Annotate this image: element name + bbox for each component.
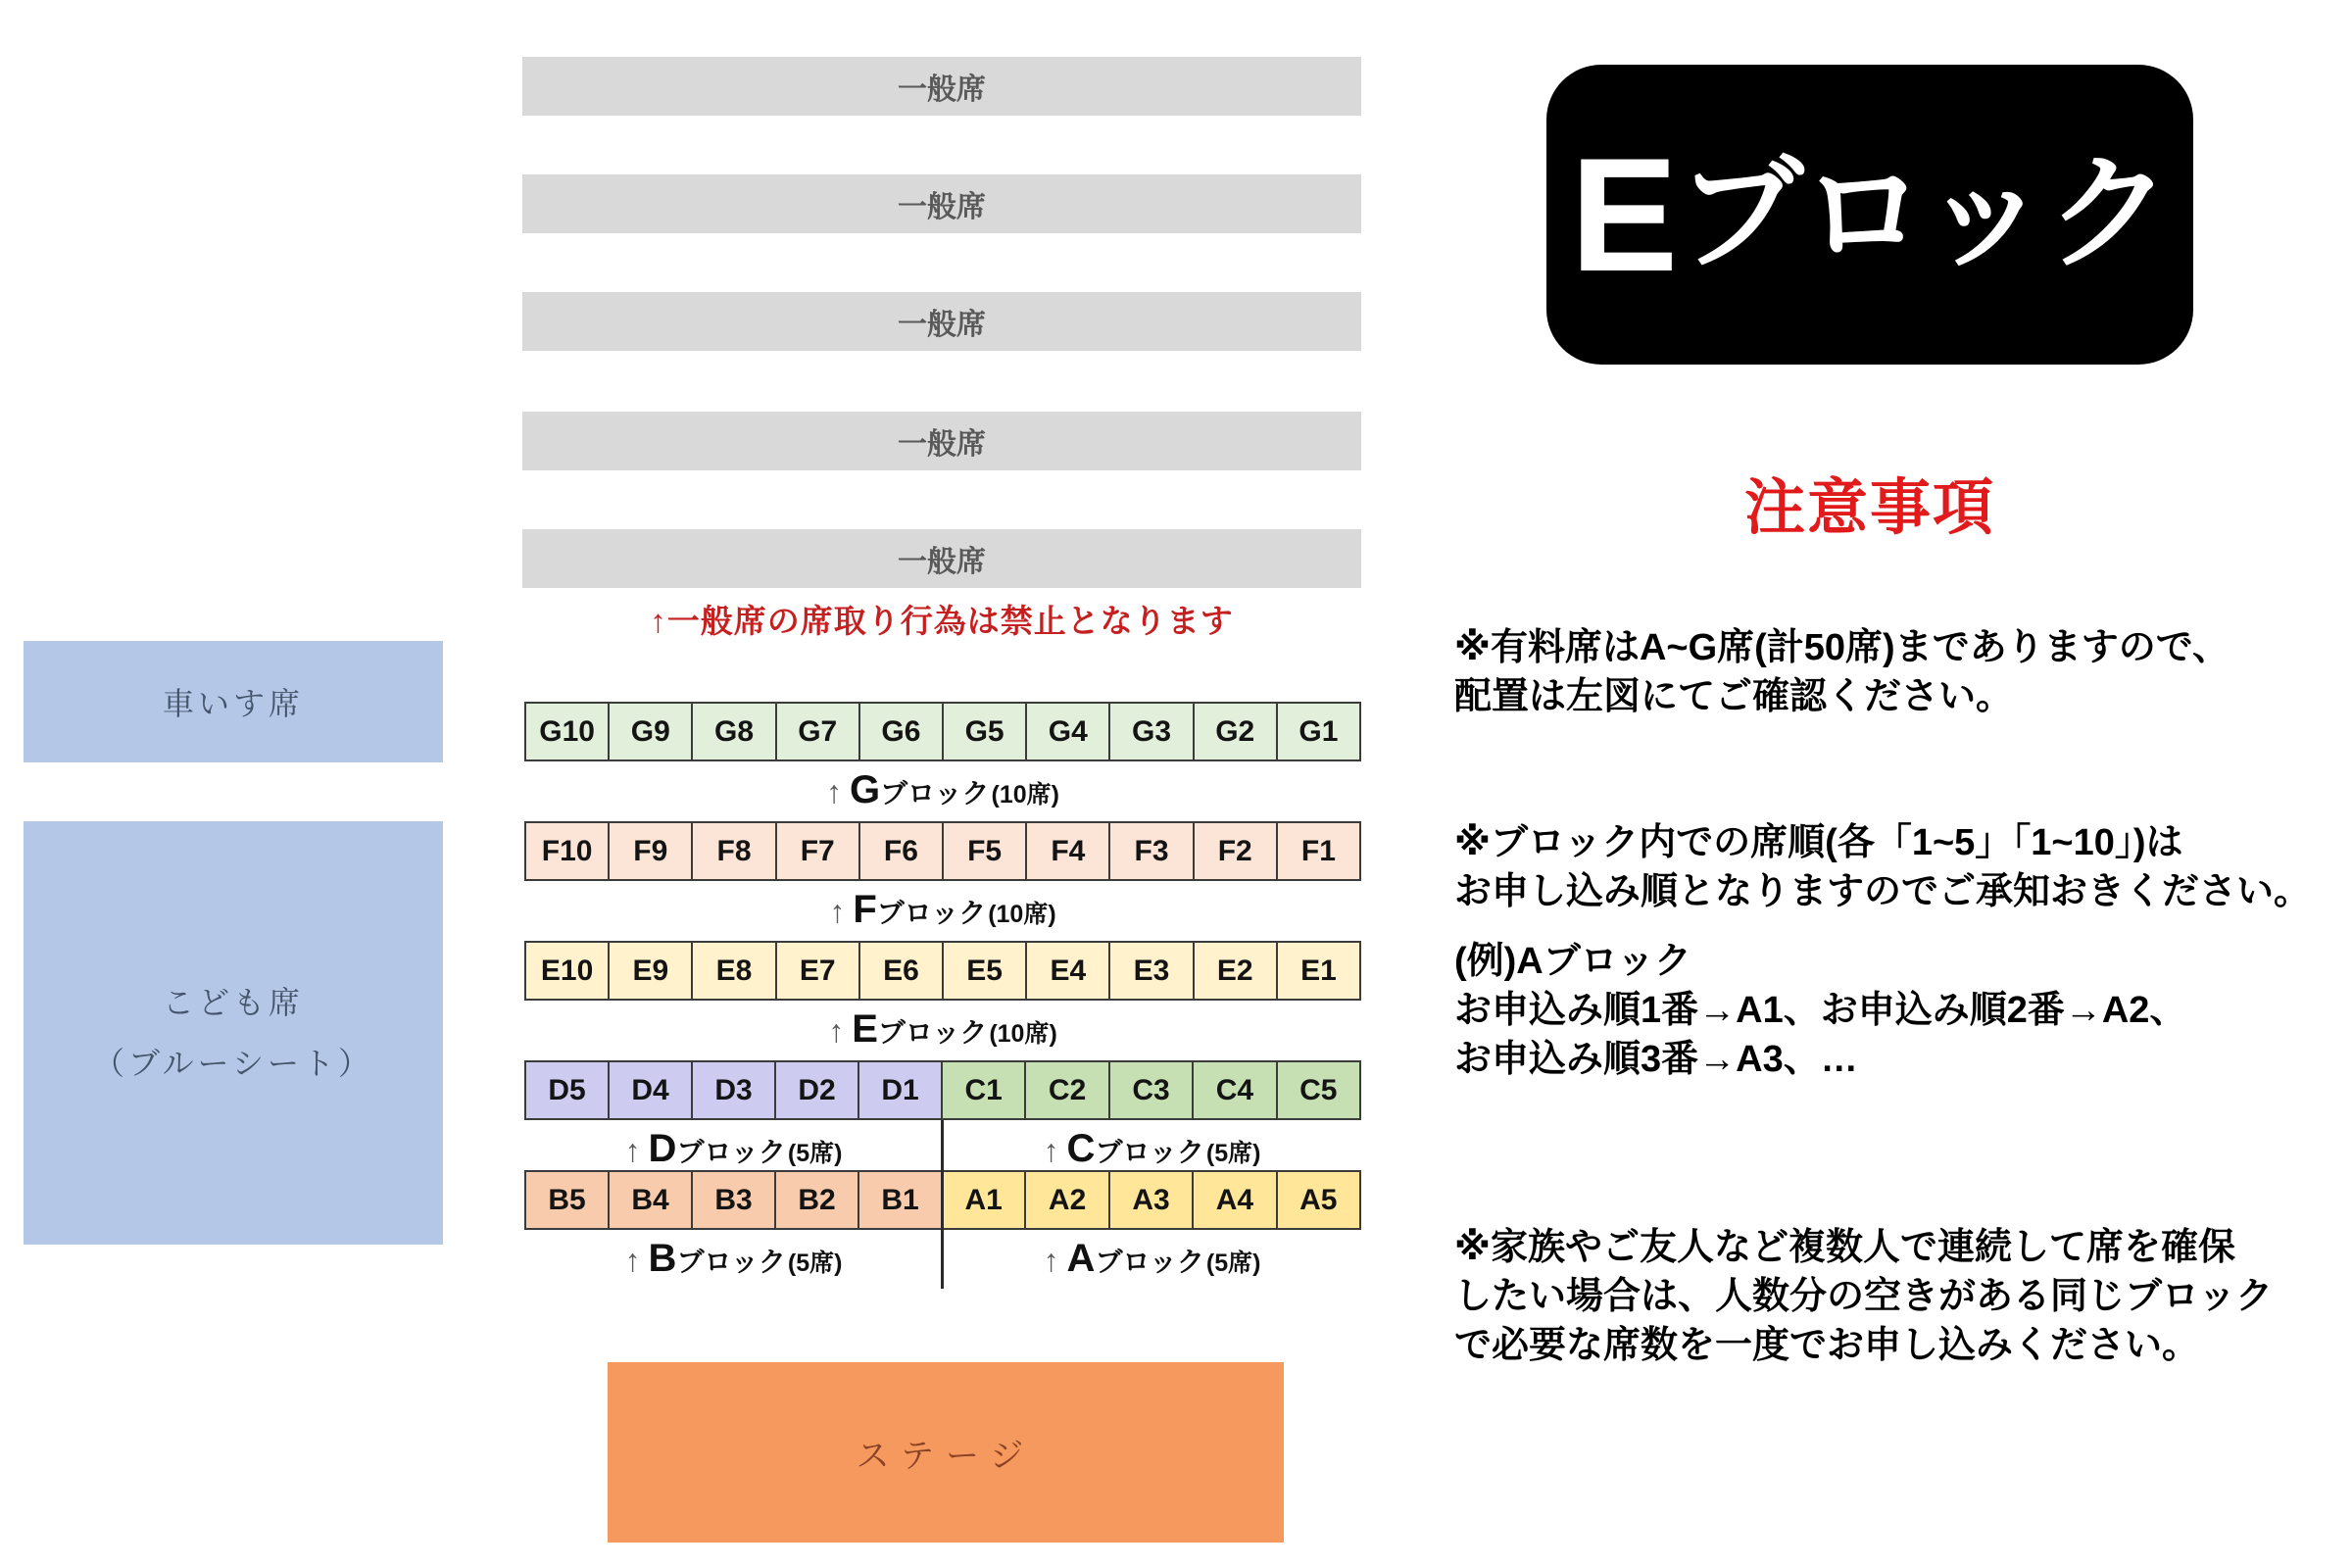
block-label-a [943, 1237, 1361, 1284]
seat-cell: D5 [526, 1062, 610, 1118]
block-title-box [1546, 65, 2193, 365]
general-seat-bar [522, 57, 1361, 116]
seat-cell: F6 [860, 823, 944, 879]
note-line: お申込み順1番→A1、お申込み順2番→A2、 [1454, 990, 2187, 1031]
note-line: 配置は左図にてご確認ください。 [1454, 676, 2014, 717]
note-seat-order [1454, 818, 2352, 916]
stage-label: ステージ [856, 1437, 1036, 1475]
seat-half-b [526, 1172, 943, 1228]
seat-cell: E3 [1110, 943, 1194, 999]
block-word: ブロック [1095, 1137, 1204, 1167]
note-example [1454, 937, 2352, 1084]
seat-cell: E6 [860, 943, 944, 999]
general-seat-bar [522, 292, 1361, 351]
kids-seat-label-line2: （ブルーシート） [92, 1046, 374, 1081]
kids-seat-label-line1: こども席 [162, 985, 304, 1020]
seat-half-c [943, 1062, 1359, 1118]
block-word: ブロック [676, 1137, 786, 1167]
up-arrow-icon: ↑ [829, 893, 846, 929]
seat-cell: G6 [860, 704, 944, 760]
block-label-c [943, 1127, 1361, 1174]
seat-cell: E5 [944, 943, 1027, 999]
general-seat-label: 一般席 [898, 309, 986, 341]
general-seat-bar [522, 529, 1361, 588]
seat-cell: F1 [1300, 834, 1336, 867]
seat-cell: G8 [693, 704, 776, 760]
seat-cell: F8 [693, 823, 776, 879]
block-letter: A [1066, 1237, 1096, 1280]
seat-cell: B5 [526, 1172, 610, 1228]
note-group-booking [1454, 1223, 2352, 1370]
block-letter: C [1066, 1127, 1096, 1170]
up-arrow-icon: ↑ [828, 1012, 845, 1049]
block-count: (10席) [989, 1020, 1057, 1048]
block-letter: G [849, 768, 881, 811]
note-line: (例)Aブロック [1454, 941, 1691, 982]
seat-row-f [524, 821, 1361, 881]
block-word: ブロック [676, 1247, 786, 1277]
seat-cell: D1 [859, 1062, 943, 1118]
seat-row-e [524, 941, 1361, 1001]
general-seat-label: 一般席 [898, 74, 986, 106]
block-count: (10席) [991, 781, 1060, 808]
seat-cell: F3 [1110, 823, 1194, 879]
seat-cell: C1 [943, 1062, 1026, 1118]
seat-cell: B2 [776, 1172, 859, 1228]
seat-cell: F7 [777, 823, 860, 879]
note-line: ※有料席はA~G席(計50席)までありますので、 [1454, 627, 2230, 668]
seat-cell: B4 [610, 1172, 693, 1228]
seat-cell: A5 [1299, 1183, 1338, 1216]
block-divider-line [941, 1120, 944, 1289]
seat-cell: A1 [943, 1172, 1026, 1228]
note-line: ※家族やご友人など複数人で連続して席を確保 [1454, 1227, 2235, 1268]
kids-seat-box [24, 821, 443, 1245]
seat-half-a [943, 1172, 1359, 1228]
seat-cell: F2 [1195, 823, 1278, 879]
seat-cell: E7 [777, 943, 860, 999]
seat-cell: G7 [777, 704, 860, 760]
up-arrow-icon: ↑ [1043, 1242, 1059, 1278]
seat-cell: A3 [1110, 1172, 1194, 1228]
seat-cell: E2 [1195, 943, 1278, 999]
block-count: (5席) [1205, 1140, 1261, 1167]
block-word: ブロック [877, 1017, 988, 1048]
seat-cell: F10 [526, 823, 610, 879]
wheelchair-seat-box [24, 641, 443, 762]
block-label-d [524, 1127, 943, 1174]
block-count: (5席) [787, 1140, 843, 1167]
seat-cell: E4 [1027, 943, 1110, 999]
seat-cell: G9 [610, 704, 693, 760]
seat-cell: G1 [1298, 714, 1339, 748]
seat-cell: E9 [610, 943, 693, 999]
block-label-b [524, 1237, 943, 1284]
seat-cell: D4 [610, 1062, 693, 1118]
block-word: ブロック [876, 898, 987, 928]
seat-warning-text: ↑一般席の席取り行為は禁止となります [650, 602, 1234, 639]
note-line: ※ブロック内での席順(各「1~5」「1~10」)は [1454, 822, 2183, 863]
notice-heading: 注意事項 [1743, 474, 1995, 542]
seat-cell: E8 [693, 943, 776, 999]
up-arrow-icon: ↑ [624, 1132, 641, 1168]
seat-cell: A2 [1026, 1172, 1109, 1228]
general-seat-label: 一般席 [898, 428, 986, 461]
note-line: お申込み順3番→A3、… [1454, 1039, 1858, 1080]
seat-cell: F4 [1027, 823, 1110, 879]
general-seat-label: 一般席 [898, 546, 986, 578]
seat-cell: E10 [526, 943, 610, 999]
seat-cell: G4 [1027, 704, 1110, 760]
up-arrow-icon: ↑ [1043, 1132, 1059, 1168]
block-count: (5席) [787, 1250, 843, 1277]
block-title-suffix: ブロック [1678, 144, 2170, 284]
block-letter: F [853, 888, 877, 931]
block-label-e [524, 1007, 1361, 1054]
block-word: ブロック [880, 778, 990, 808]
seat-cell: C2 [1026, 1062, 1109, 1118]
general-seat-bar [522, 412, 1361, 470]
block-letter: D [648, 1127, 677, 1170]
note-line: したい場合は、人数分の空きがある同じブロック [1454, 1276, 2274, 1317]
up-arrow-icon: ↑ [825, 773, 842, 809]
general-seat-bar [522, 174, 1361, 233]
seat-row-g [524, 702, 1361, 761]
block-label-g [524, 768, 1361, 815]
seat-cell: G3 [1110, 704, 1194, 760]
block-count: (5席) [1205, 1250, 1261, 1277]
seat-half-d [526, 1062, 943, 1118]
seat-row-dc [524, 1060, 1361, 1120]
stage-box [608, 1362, 1284, 1543]
block-letter: E [852, 1007, 878, 1051]
note-paid-seats [1454, 623, 2352, 721]
block-count: (10席) [988, 901, 1056, 928]
wheelchair-seat-label: 車いす席 [162, 686, 304, 721]
up-arrow-icon: ↑ [624, 1242, 641, 1278]
seat-cell: C5 [1299, 1073, 1338, 1106]
seat-cell: C3 [1110, 1062, 1194, 1118]
note-line: お申し込み順となりますのでご承知おきください。 [1454, 871, 2312, 912]
block-letter: B [648, 1237, 677, 1280]
block-word: ブロック [1095, 1247, 1204, 1277]
seat-cell: D2 [776, 1062, 859, 1118]
seat-cell: B3 [693, 1172, 776, 1228]
seat-cell: F5 [944, 823, 1027, 879]
block-label-f [524, 888, 1361, 935]
seat-cell: B1 [859, 1172, 943, 1228]
seat-cell: D3 [693, 1062, 776, 1118]
seat-cell: A4 [1194, 1172, 1277, 1228]
seat-cell: C4 [1194, 1062, 1277, 1118]
general-seat-label: 一般席 [898, 191, 986, 223]
seat-cell: G10 [526, 704, 610, 760]
note-line: で必要な席数を一度でお申し込みください。 [1454, 1325, 2200, 1366]
seat-cell: G2 [1195, 704, 1278, 760]
seat-cell: G5 [944, 704, 1027, 760]
seat-cell: E1 [1300, 954, 1337, 987]
seat-cell: F9 [610, 823, 693, 879]
block-title-letter: E [1570, 123, 1679, 305]
